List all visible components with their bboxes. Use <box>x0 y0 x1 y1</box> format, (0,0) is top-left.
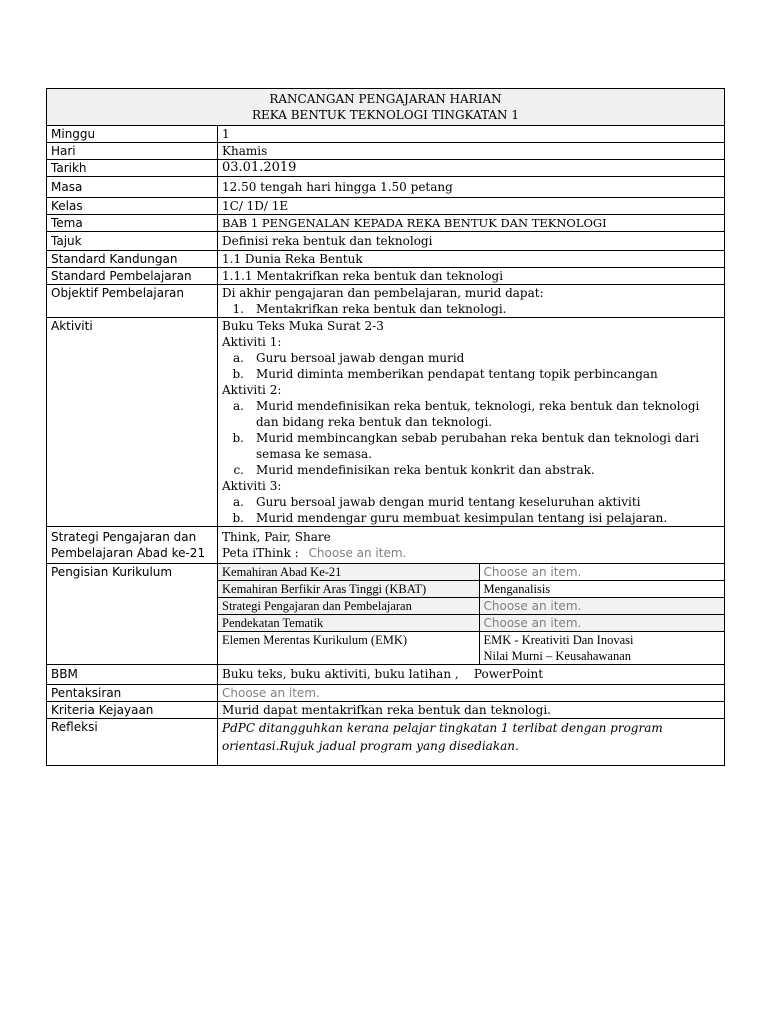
label-standard-kandungan: Standard Kandungan <box>47 251 218 268</box>
value-kelas[interactable]: 1C/ 1D/ 1E <box>218 198 725 215</box>
kurikulum-value-select[interactable]: Choose an item. <box>479 564 724 581</box>
header-cell <box>47 89 725 126</box>
kurikulum-table <box>218 564 724 664</box>
list-item <box>222 510 720 526</box>
list-item <box>222 350 720 366</box>
label-kelas: Kelas <box>47 198 218 215</box>
value-objektif[interactable] <box>218 285 725 318</box>
list-marker: b. <box>232 367 244 381</box>
list-marker: a. <box>233 495 244 509</box>
value-kriteria[interactable]: Murid dapat mentakrifkan reka bentuk dan teknologi. <box>218 702 725 719</box>
list-item <box>222 366 720 382</box>
list-marker: b. <box>232 431 244 445</box>
emk-value-1: EMK - Kreativiti Dan Inovasi <box>483 633 634 647</box>
list-text: Murid mendengar guru membuat kesimpulan tentang isi pelajaran. <box>256 511 668 525</box>
peta-ithink-select[interactable]: Choose an item. <box>308 546 407 560</box>
lesson-plan-document <box>46 88 724 766</box>
aktiviti-group-2 <box>222 382 720 478</box>
value-refleksi[interactable]: PdPC ditangguhkan kerana pelajar tingkatan 1 terlibat dengan program orientasi.Rujuk jadual program yang disediakan. <box>218 719 725 766</box>
aktiviti-title: Aktiviti 3: <box>222 479 282 493</box>
lesson-plan-table <box>46 88 725 766</box>
list-marker: c. <box>233 463 244 477</box>
aktiviti-group-3 <box>222 478 720 526</box>
objektif-item <box>222 301 720 317</box>
row-minggu <box>47 126 725 143</box>
list-item <box>222 494 720 510</box>
label-pentaksiran: Pentaksiran <box>47 685 218 702</box>
value-pentaksiran-select[interactable]: Choose an item. <box>218 685 725 702</box>
list-marker: a. <box>233 399 244 413</box>
list-marker: 1. <box>232 302 244 316</box>
label-strategi <box>47 527 218 564</box>
kurikulum-value-select[interactable]: Choose an item. <box>479 615 724 632</box>
value-masa[interactable]: 12.50 tengah hari hingga 1.50 petang <box>218 177 725 198</box>
value-kurikulum <box>218 564 725 665</box>
list-text: Guru bersoal jawab dengan murid tentang keseluruhan aktiviti <box>256 495 641 509</box>
aktiviti-title: Aktiviti 2: <box>222 383 282 397</box>
objektif-intro: Di akhir pengajaran dan pembelajaran, murid dapat: <box>222 286 544 300</box>
row-strategi <box>47 527 725 564</box>
list-text: Murid mendefinisikan reka bentuk, teknologi, reka bentuk dan teknologi dan bidang reka bentuk dan teknologi. <box>256 399 700 429</box>
kurikulum-row <box>218 581 724 598</box>
kurikulum-value[interactable]: Menganalisis <box>479 581 724 598</box>
label-masa: Masa <box>47 177 218 198</box>
aktiviti-intro: Buku Teks Muka Surat 2-3 <box>222 319 384 333</box>
aktiviti-group-1 <box>222 334 720 382</box>
kurikulum-key: Elemen Merentas Kurikulum (EMK) <box>218 632 479 665</box>
label-aktiviti: Aktiviti <box>47 318 218 527</box>
row-bbm <box>47 665 725 685</box>
row-standard-kandungan <box>47 251 725 268</box>
row-pentaksiran <box>47 685 725 702</box>
row-standard-pembelajaran <box>47 268 725 285</box>
header-title: RANCANGAN PENGAJARAN HARIAN <box>269 92 502 106</box>
value-standard-pembelajaran[interactable]: 1.1.1 Mentakrifkan reka bentuk dan teknologi <box>218 268 725 285</box>
row-kurikulum <box>47 564 725 665</box>
emk-value-2: Nilai Murni – Keusahawanan <box>483 649 632 663</box>
label-objektif: Objektif Pembelajaran <box>47 285 218 318</box>
value-minggu[interactable]: 1 <box>218 126 725 143</box>
value-bbm[interactable]: Buku teks, buku aktiviti, buku latihan , PowerPoint <box>218 665 725 685</box>
kurikulum-row <box>218 564 724 581</box>
row-tarikh <box>47 160 725 177</box>
row-tema <box>47 215 725 232</box>
kurikulum-key: Kemahiran Abad Ke-21 <box>218 564 479 581</box>
peta-ithink-label: Peta iThink : <box>222 546 299 560</box>
kurikulum-key: Pendekatan Tematik <box>218 615 479 632</box>
strategi-line1: Think, Pair, Share <box>222 530 331 544</box>
value-hari[interactable]: Khamis <box>218 143 725 160</box>
value-tarikh[interactable]: 03.01.2019 <box>218 160 725 177</box>
list-marker: b. <box>232 511 244 525</box>
label-refleksi: Refleksi <box>47 719 218 766</box>
label-tema: Tema <box>47 215 218 232</box>
row-aktiviti <box>47 318 725 527</box>
header-subtitle: REKA BENTUK TEKNOLOGI TINGKATAN 1 <box>251 108 520 122</box>
list-marker: a. <box>233 351 244 365</box>
label-tajuk: Tajuk <box>47 232 218 251</box>
value-aktiviti[interactable] <box>218 318 725 527</box>
kurikulum-row <box>218 598 724 615</box>
aktiviti-title: Aktiviti 1: <box>222 335 282 349</box>
row-kelas <box>47 198 725 215</box>
list-item <box>222 430 720 462</box>
value-strategi[interactable] <box>218 527 725 564</box>
list-text: Guru bersoal jawab dengan murid <box>256 351 465 365</box>
kurikulum-row <box>218 615 724 632</box>
label-minggu: Minggu <box>47 126 218 143</box>
header-row <box>47 89 725 126</box>
row-objektif <box>47 285 725 318</box>
label-strategi-line1: Strategi Pengajaran dan <box>51 530 197 544</box>
peta-ithink <box>222 545 720 561</box>
row-tajuk <box>47 232 725 251</box>
row-hari <box>47 143 725 160</box>
label-kurikulum: Pengisian Kurikulum <box>47 564 218 665</box>
kurikulum-value-select[interactable]: Choose an item. <box>479 598 724 615</box>
kurikulum-key: Kemahiran Berfikir Aras Tinggi (KBAT) <box>218 581 479 598</box>
label-kriteria: Kriteria Kejayaan <box>47 702 218 719</box>
list-text: Murid mendefinisikan reka bentuk konkrit dan abstrak. <box>256 463 595 477</box>
list-text: Mentakrifkan reka bentuk dan teknologi. <box>256 302 507 316</box>
row-masa <box>47 177 725 198</box>
value-standard-kandungan[interactable]: 1.1 Dunia Reka Bentuk <box>218 251 725 268</box>
label-bbm: BBM <box>47 665 218 685</box>
label-tarikh: Tarikh <box>47 160 218 177</box>
value-tajuk[interactable]: Definisi reka bentuk dan teknologi <box>218 232 725 251</box>
list-item <box>222 462 720 478</box>
kurikulum-value-emk[interactable] <box>479 632 724 665</box>
label-hari: Hari <box>47 143 218 160</box>
row-refleksi <box>47 719 725 766</box>
list-text: Murid membincangkan sebab perubahan reka bentuk dan teknologi dari semasa ke semasa. <box>256 431 700 461</box>
kurikulum-row-emk <box>218 632 724 665</box>
row-kriteria <box>47 702 725 719</box>
list-text: Murid diminta memberikan pendapat tentang topik perbincangan <box>256 367 658 381</box>
value-tema[interactable]: BAB 1 PENGENALAN KEPADA REKA BENTUK DAN TEKNOLOGI <box>218 215 725 232</box>
kurikulum-key: Strategi Pengajaran dan Pembelajaran <box>218 598 479 615</box>
label-strategi-line2: Pembelajaran Abad ke-21 <box>51 546 206 560</box>
label-standard-pembelajaran: Standard Pembelajaran <box>47 268 218 285</box>
list-item <box>222 398 720 430</box>
